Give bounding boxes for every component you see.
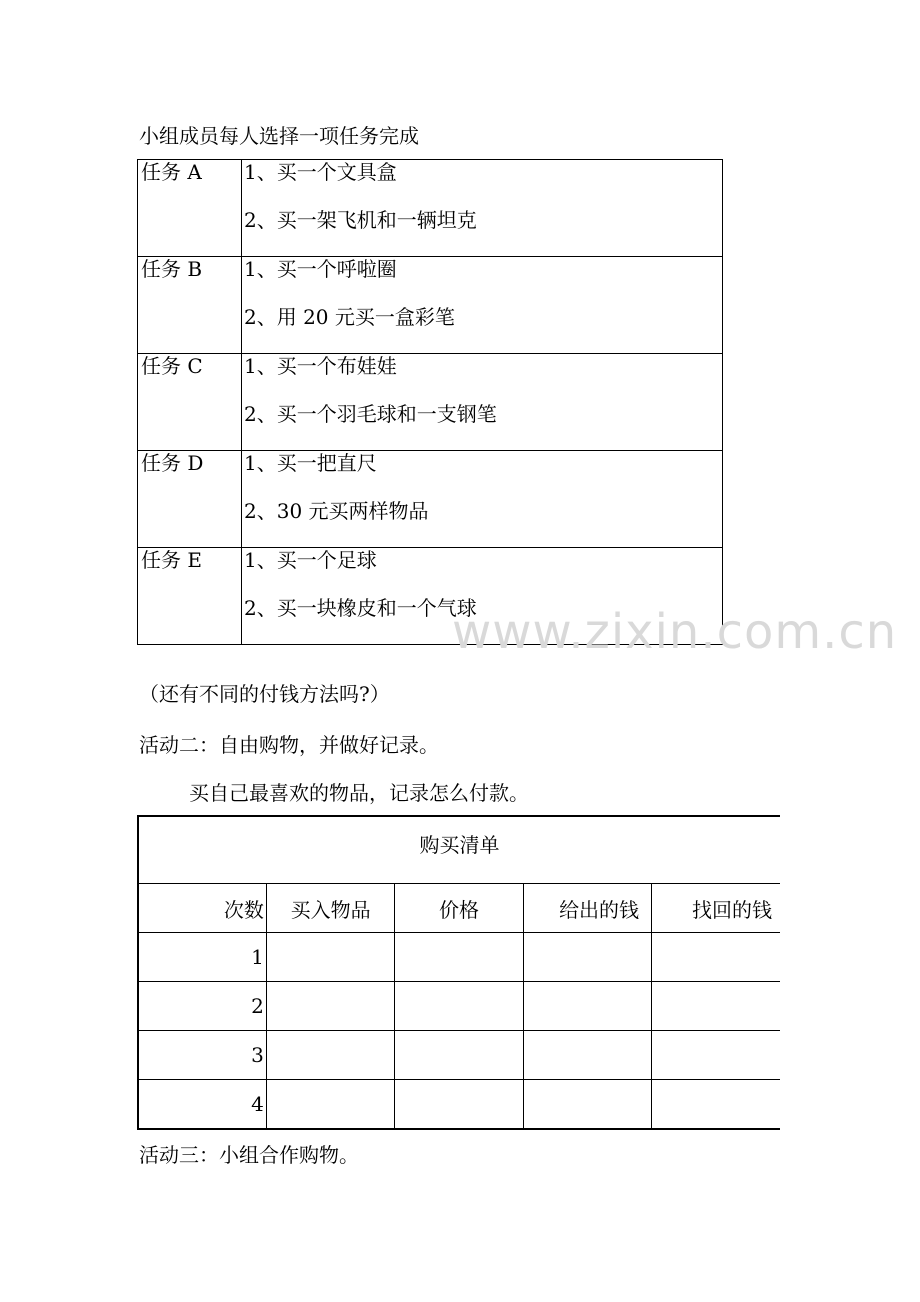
purchase-table-title: 购买清单 (419, 832, 500, 857)
money-given-cell (523, 982, 651, 1031)
task-item: 1、买一把直尺 (244, 451, 377, 475)
table-row (138, 1031, 780, 1080)
header-count: 次数 (138, 884, 266, 933)
watermark: www.zixin.com.cn (452, 604, 898, 660)
task-label-cell (138, 160, 242, 257)
price-cell (395, 933, 523, 982)
change-cell (652, 1031, 780, 1080)
item-cell (266, 933, 394, 982)
task-label: 任务 E (141, 548, 202, 572)
purchase-table (137, 815, 780, 1130)
money-given-cell (523, 933, 651, 982)
task-items-cell (242, 160, 723, 257)
row-number: 2 (138, 982, 266, 1031)
purchase-table-title-row (138, 816, 780, 884)
money-given-cell (523, 1080, 651, 1130)
task-table (137, 159, 723, 645)
task-label: 任务 A (141, 160, 202, 184)
table-row (138, 1080, 780, 1130)
purchase-table-title-cell (138, 816, 780, 884)
task-item: 2、买一个羽毛球和一支钢笔 (244, 402, 497, 426)
note-text: （还有不同的付钱方法吗?） (139, 682, 390, 706)
task-item: 2、买一架飞机和一辆坦克 (244, 208, 477, 232)
change-cell (652, 982, 780, 1031)
table-row (138, 354, 723, 451)
task-label-cell (138, 257, 242, 354)
change-cell (652, 933, 780, 982)
task-label: 任务 B (141, 257, 203, 281)
task-items-cell (242, 548, 723, 645)
table-row (138, 451, 723, 548)
activity2-title: 活动二：自由购物，并做好记录。 (139, 733, 439, 757)
row-number: 4 (138, 1080, 266, 1130)
table-row (138, 160, 723, 257)
activity3-title: 活动三：小组合作购物。 (139, 1143, 359, 1167)
table-row (138, 548, 723, 645)
header-price: 价格 (395, 884, 523, 933)
header-item: 买入物品 (266, 884, 394, 933)
task-items-cell (242, 257, 723, 354)
header-change: 找回的钱 (652, 884, 780, 933)
item-cell (266, 1031, 394, 1080)
price-cell (395, 982, 523, 1031)
intro-text: 小组成员每人选择一项任务完成 (139, 124, 419, 148)
table-row (138, 982, 780, 1031)
task-label: 任务 D (141, 451, 204, 475)
change-cell (652, 1080, 780, 1130)
task-item: 2、买一块橡皮和一个气球 (244, 596, 477, 620)
task-item: 1、买一个足球 (244, 548, 377, 572)
task-items-cell (242, 451, 723, 548)
price-cell (395, 1080, 523, 1130)
row-number: 1 (138, 933, 266, 982)
task-label-cell (138, 548, 242, 645)
task-item: 1、买一个布娃娃 (244, 354, 397, 378)
task-items-cell (242, 354, 723, 451)
row-number: 3 (138, 1031, 266, 1080)
table-row (138, 257, 723, 354)
task-item: 1、买一个呼啦圈 (244, 257, 397, 281)
header-money-given: 给出的钱 (523, 884, 651, 933)
item-cell (266, 982, 394, 1031)
task-item: 2、30 元买两样物品 (244, 499, 429, 523)
table-row (138, 933, 780, 982)
price-cell (395, 1031, 523, 1080)
task-item: 2、用 20 元买一盒彩笔 (244, 305, 455, 329)
item-cell (266, 1080, 394, 1130)
purchase-table-header-row (138, 884, 780, 933)
task-label-cell (138, 354, 242, 451)
activity2-subtitle: 买自己最喜欢的物品，记录怎么付款。 (189, 781, 529, 805)
task-item: 1、买一个文具盒 (244, 160, 397, 184)
task-label: 任务 C (141, 354, 203, 378)
task-label-cell (138, 451, 242, 548)
money-given-cell (523, 1031, 651, 1080)
